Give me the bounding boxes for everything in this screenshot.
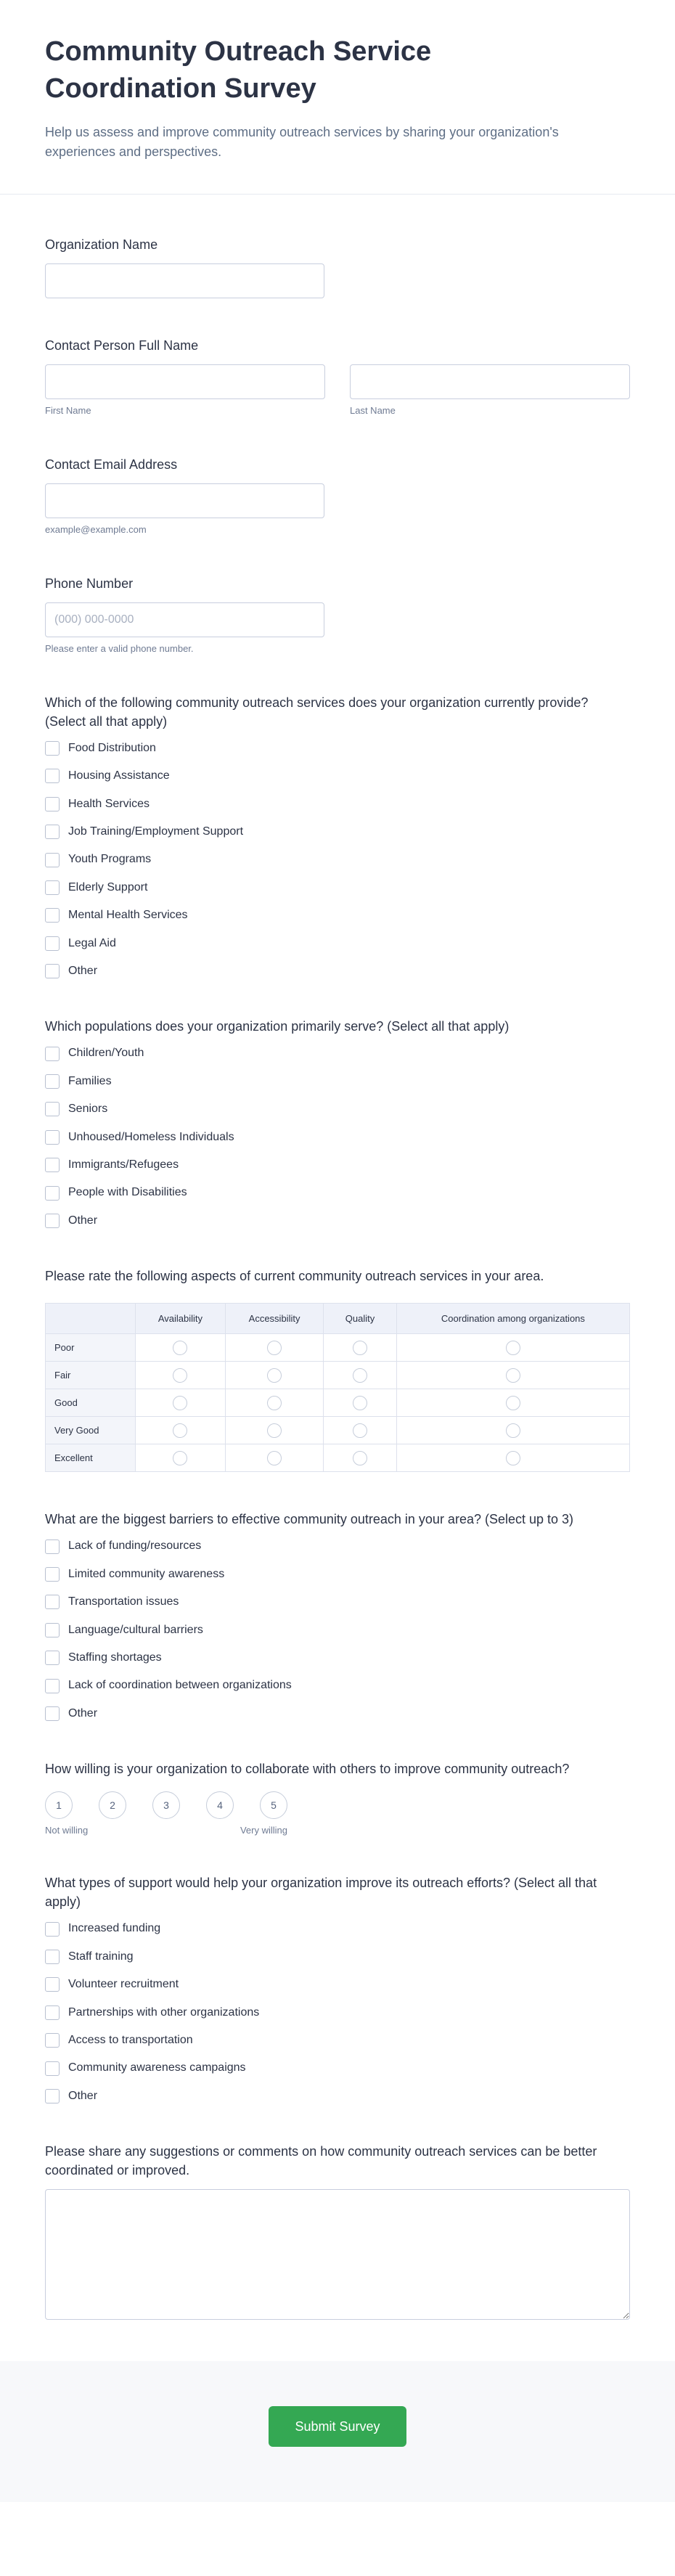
services-label: Which of the following community outreach services does your organization currently provide? (Select all that apply) (45, 695, 589, 729)
radio-button[interactable] (267, 1396, 282, 1410)
option-label: Lack of funding/resources (68, 1540, 202, 1553)
option-label: Legal Aid (68, 936, 116, 949)
organization-name-input[interactable] (45, 263, 324, 298)
question-support (45, 1873, 630, 2104)
matrix-row-good (46, 1389, 630, 1417)
checkbox[interactable] (45, 908, 60, 923)
matrix-column-header-coordination: Coordination among organizations (396, 1304, 629, 1334)
matrix-row-fair (46, 1362, 630, 1389)
radio-button[interactable] (173, 1341, 187, 1355)
radio-button[interactable] (353, 1423, 367, 1438)
checkbox[interactable] (45, 1047, 60, 1061)
checkbox[interactable] (45, 1567, 60, 1582)
last-name-sublabel: Last Name (350, 404, 396, 416)
scale-option-4[interactable]: 4 (206, 1791, 234, 1819)
matrix-column-header-accessibility: Accessibility (225, 1304, 323, 1334)
radio-button[interactable] (353, 1396, 367, 1410)
checkbox-option-job-training[interactable] (45, 824, 630, 840)
radio-button[interactable] (506, 1451, 520, 1465)
option-label: Other (68, 964, 98, 977)
comments-textarea[interactable] (45, 2189, 630, 2320)
checkbox[interactable] (45, 1074, 60, 1089)
matrix-column-header-availability: Availability (135, 1304, 225, 1334)
option-label: Food Distribution (68, 741, 156, 754)
scale-option-2[interactable]: 2 (99, 1791, 126, 1819)
barriers-label: What are the biggest barriers to effective community outreach in your area? (Select up to 3) (45, 1512, 574, 1527)
checkbox-option-immigrants-refugees[interactable] (45, 1157, 630, 1173)
checkbox[interactable] (45, 1158, 60, 1172)
radio-button[interactable] (267, 1341, 282, 1355)
checkbox[interactable] (45, 769, 60, 783)
page-title: Community Outreach Service Coordination Survey (45, 36, 432, 105)
option-label: Increased funding (68, 1922, 161, 1935)
option-label: Housing Assistance (68, 769, 170, 782)
checkbox-option-populations-other[interactable] (45, 1213, 630, 1229)
checkbox[interactable] (45, 797, 60, 811)
checkbox-option-language[interactable] (45, 1622, 630, 1638)
checkbox-option-volunteer-recruitment[interactable] (45, 1976, 630, 1992)
checkbox[interactable] (45, 2061, 60, 2076)
checkbox-option-increased-funding[interactable] (45, 1921, 630, 1937)
radio-button[interactable] (267, 1423, 282, 1438)
checkbox-option-barriers-other[interactable] (45, 1706, 630, 1722)
option-label: Staffing shortages (68, 1651, 162, 1664)
matrix-row-label: Poor (46, 1334, 136, 1362)
radio-button[interactable] (173, 1396, 187, 1410)
question-collaboration-scale (45, 1759, 630, 1836)
checkbox-option-staff-training[interactable] (45, 1949, 630, 1965)
radio-button[interactable] (506, 1423, 520, 1438)
matrix-corner-cell (46, 1304, 136, 1334)
checkbox[interactable] (45, 936, 60, 951)
contact-name-label: Contact Person Full Name (45, 338, 199, 353)
question-rating-matrix (45, 1267, 630, 1472)
matrix-wrap (45, 1303, 630, 1472)
checkbox[interactable] (45, 1950, 60, 1964)
support-options (45, 1921, 630, 2104)
radio-button[interactable] (267, 1368, 282, 1383)
checkbox-option-services-other[interactable] (45, 963, 630, 979)
scale-option-3[interactable]: 3 (152, 1791, 180, 1819)
checkbox[interactable] (45, 2005, 60, 2020)
checkbox[interactable] (45, 1130, 60, 1145)
checkbox-option-coordination[interactable] (45, 1677, 630, 1693)
checkbox-option-legal-aid[interactable] (45, 936, 630, 952)
radio-button[interactable] (353, 1341, 367, 1355)
question-comments (45, 2142, 630, 2323)
checkbox[interactable] (45, 2089, 60, 2103)
matrix-cell[interactable] (225, 1334, 323, 1362)
checkbox[interactable] (45, 1651, 60, 1665)
matrix-row-label: Very Good (46, 1417, 136, 1444)
radio-button[interactable] (173, 1451, 187, 1465)
matrix-cell[interactable] (324, 1389, 397, 1417)
checkbox-option-seniors[interactable] (45, 1101, 630, 1117)
radio-button[interactable] (353, 1451, 367, 1465)
matrix-cell[interactable] (135, 1362, 225, 1389)
scale-option-1[interactable]: 1 (45, 1791, 73, 1819)
option-label: Volunteer recruitment (68, 1978, 179, 1991)
checkbox[interactable] (45, 2033, 60, 2048)
matrix-cell[interactable] (135, 1444, 225, 1472)
scale-wrap (45, 1791, 287, 1836)
matrix-cell[interactable] (396, 1334, 629, 1362)
radio-button[interactable] (353, 1368, 367, 1383)
rating-matrix-table (45, 1303, 630, 1472)
matrix-label: Please rate the following aspects of current community outreach services in your area. (45, 1269, 544, 1284)
first-name-sublabel: First Name (45, 404, 91, 416)
form-header (0, 0, 675, 194)
scale-label: How willing is your organization to collaborate with others to improve community outreach? (45, 1762, 570, 1777)
field-phone (45, 574, 630, 655)
matrix-header-row (46, 1304, 630, 1334)
matrix-row-label: Good (46, 1389, 136, 1417)
option-label: Families (68, 1074, 112, 1087)
checkbox-option-staffing[interactable] (45, 1650, 630, 1666)
checkbox[interactable] (45, 1214, 60, 1228)
matrix-cell[interactable] (135, 1417, 225, 1444)
checkbox-option-elderly-support[interactable] (45, 880, 630, 896)
option-label: Other (68, 2089, 98, 2102)
option-label: Health Services (68, 797, 150, 810)
checkbox[interactable] (45, 1186, 60, 1201)
option-label: Partnerships with other organizations (68, 2005, 260, 2019)
radio-button[interactable] (267, 1451, 282, 1465)
checkbox[interactable] (45, 825, 60, 839)
checkbox[interactable] (45, 741, 60, 756)
scale-max-label: Very willing (240, 1825, 287, 1836)
form-body (0, 195, 675, 2324)
barriers-options (45, 1538, 630, 1722)
checkbox-option-support-other[interactable] (45, 2088, 630, 2104)
option-label: Staff training (68, 1950, 134, 1963)
organization-name-label: Organization Name (45, 237, 158, 252)
checkbox[interactable] (45, 1595, 60, 1609)
option-label: Transportation issues (68, 1595, 179, 1608)
matrix-cell[interactable] (324, 1444, 397, 1472)
matrix-cell[interactable] (396, 1362, 629, 1389)
option-label: Job Training/Employment Support (68, 825, 244, 838)
checkbox-option-funding[interactable] (45, 1538, 630, 1554)
support-label: What types of support would help your organization improve its outreach efforts? (Select all that apply) (45, 1876, 597, 1910)
name-row (45, 364, 630, 417)
question-services (45, 693, 630, 980)
matrix-row-very-good (46, 1417, 630, 1444)
option-label: Unhoused/Homeless Individuals (68, 1130, 234, 1143)
matrix-cell[interactable] (225, 1444, 323, 1472)
radio-button[interactable] (173, 1423, 187, 1438)
radio-button[interactable] (173, 1368, 187, 1383)
checkbox-option-unhoused[interactable] (45, 1129, 630, 1145)
scale-circles (45, 1791, 287, 1819)
populations-options (45, 1045, 630, 1229)
matrix-cell[interactable] (135, 1334, 225, 1362)
first-name-input[interactable] (45, 364, 325, 399)
option-label: Mental Health Services (68, 909, 188, 922)
last-name-input[interactable] (350, 364, 630, 399)
checkbox-option-people-with-disabilities[interactable] (45, 1185, 630, 1201)
first-name-column (45, 364, 325, 417)
option-label: Other (68, 1706, 98, 1720)
checkbox-option-health-services[interactable] (45, 796, 630, 812)
option-label: Children/Youth (68, 1047, 144, 1060)
option-label: Elderly Support (68, 880, 148, 894)
populations-label: Which populations does your organization primarily serve? (Select all that apply) (45, 1019, 510, 1034)
checkbox[interactable] (45, 1922, 60, 1937)
matrix-cell[interactable] (225, 1417, 323, 1444)
checkbox-option-mental-health[interactable] (45, 907, 630, 923)
option-label: Access to transportation (68, 2033, 193, 2046)
option-label: People with Disabilities (68, 1186, 187, 1199)
matrix-cell[interactable] (225, 1362, 323, 1389)
option-label: Lack of coordination between organizations (68, 1679, 292, 1692)
radio-button[interactable] (506, 1341, 520, 1355)
checkbox-option-awareness-campaigns[interactable] (45, 2060, 630, 2076)
checkbox-option-families[interactable] (45, 1074, 630, 1089)
checkbox[interactable] (45, 1706, 60, 1721)
matrix-row-label: Excellent (46, 1444, 136, 1472)
matrix-row-excellent (46, 1444, 630, 1472)
checkbox-option-children-youth[interactable] (45, 1045, 630, 1061)
option-label: Other (68, 1214, 98, 1227)
field-organization-name (45, 235, 630, 298)
field-contact-name (45, 336, 630, 417)
checkbox-option-housing-assistance[interactable] (45, 768, 630, 784)
checkbox-option-access-transportation[interactable] (45, 2032, 630, 2048)
checkbox-option-partnerships[interactable] (45, 2005, 630, 2021)
option-label: Seniors (68, 1103, 108, 1116)
option-label: Community awareness campaigns (68, 2061, 246, 2074)
matrix-cell[interactable] (324, 1334, 397, 1362)
option-label: Youth Programs (68, 853, 152, 866)
services-options (45, 740, 630, 980)
checkbox[interactable] (45, 1679, 60, 1693)
matrix-cell[interactable] (396, 1417, 629, 1444)
email-sublabel: example@example.com (45, 523, 147, 535)
checkbox[interactable] (45, 1623, 60, 1637)
question-barriers (45, 1510, 630, 1722)
option-label: Language/cultural barriers (68, 1623, 203, 1636)
page-subtitle: Help us assess and improve community outreach services by sharing your organization's experiences and perspectives. (45, 124, 559, 159)
checkbox-option-awareness[interactable] (45, 1566, 630, 1582)
checkbox[interactable] (45, 1102, 60, 1116)
checkbox[interactable] (45, 964, 60, 978)
checkbox-option-youth-programs[interactable] (45, 851, 630, 867)
matrix-cell[interactable] (324, 1417, 397, 1444)
option-label: Immigrants/Refugees (68, 1158, 179, 1171)
submit-button[interactable]: Submit Survey (269, 2406, 406, 2447)
scale-labels (45, 1825, 287, 1836)
email-label: Contact Email Address (45, 457, 178, 472)
matrix-cell[interactable] (396, 1389, 629, 1417)
phone-input[interactable] (45, 602, 324, 637)
matrix-cell[interactable] (396, 1444, 629, 1472)
matrix-row-label: Fair (46, 1362, 136, 1389)
matrix-cell[interactable] (135, 1389, 225, 1417)
checkbox[interactable] (45, 880, 60, 895)
scale-min-label: Not willing (45, 1825, 89, 1836)
checkbox-option-transportation[interactable] (45, 1594, 630, 1610)
matrix-column-header-quality: Quality (324, 1304, 397, 1334)
radio-button[interactable] (506, 1368, 520, 1383)
checkbox[interactable] (45, 1977, 60, 1992)
matrix-cell[interactable] (324, 1362, 397, 1389)
checkbox[interactable] (45, 853, 60, 867)
radio-button[interactable] (506, 1396, 520, 1410)
last-name-column (350, 364, 630, 417)
scale-option-5[interactable]: 5 (260, 1791, 287, 1819)
question-populations (45, 1017, 630, 1229)
field-email (45, 455, 630, 536)
matrix-cell[interactable] (225, 1389, 323, 1417)
phone-label: Phone Number (45, 576, 134, 591)
form-footer (0, 2361, 675, 2502)
comments-label: Please share any suggestions or comments on how community outreach services can be better coordinated or improved. (45, 2144, 597, 2178)
matrix-row-poor (46, 1334, 630, 1362)
checkbox-option-food-distribution[interactable] (45, 740, 630, 756)
phone-sublabel: Please enter a valid phone number. (45, 642, 194, 654)
email-input[interactable] (45, 483, 324, 518)
option-label: Limited community awareness (68, 1567, 225, 1580)
checkbox[interactable] (45, 1540, 60, 1554)
